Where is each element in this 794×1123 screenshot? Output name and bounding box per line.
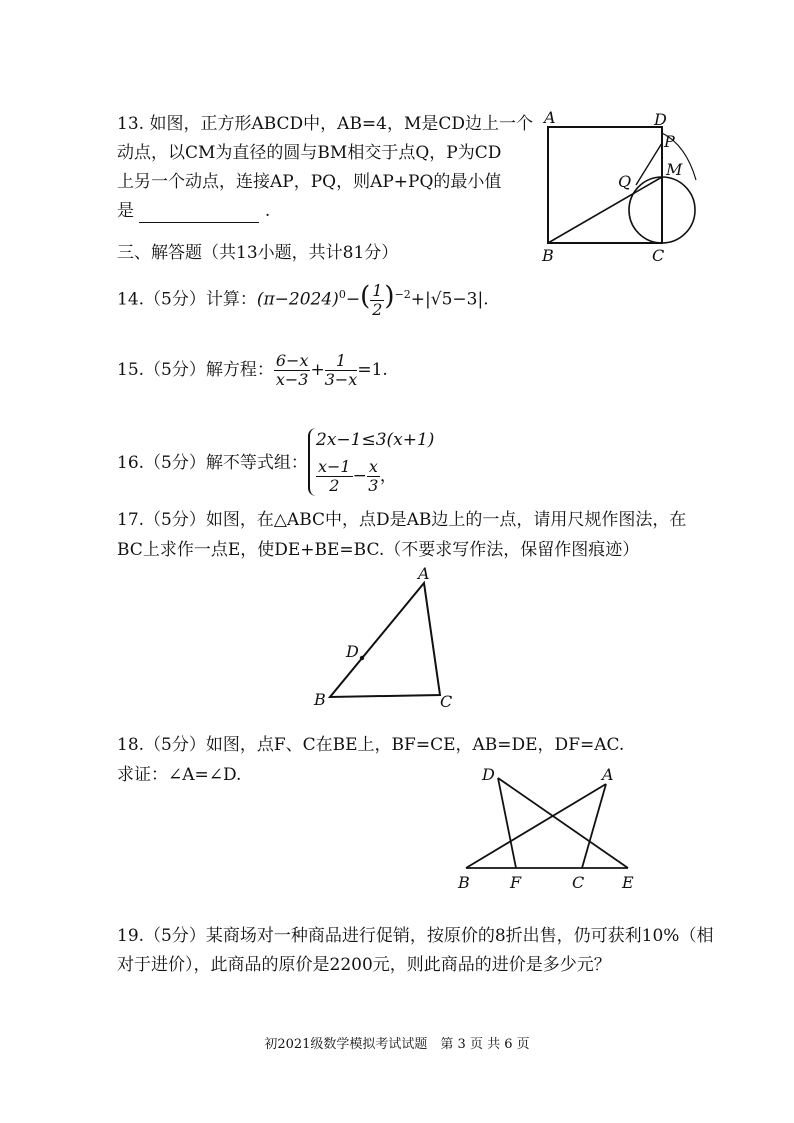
q14-rparen: ): [384, 281, 395, 312]
q15-frac2: [325, 352, 358, 389]
q15-rhs: =1.: [357, 360, 388, 380]
q16-frac-b: [367, 458, 380, 495]
q13-answer-prefix: 是: [117, 201, 134, 221]
q16-a-num: x−1: [318, 457, 351, 476]
label-c: C: [572, 873, 585, 892]
q15-frac1: [274, 352, 311, 389]
q16-comma: ，: [379, 466, 397, 486]
q14-exp-neg2: −2: [394, 288, 411, 301]
q18-triangles-diagram: [452, 762, 652, 892]
q15: [117, 349, 388, 391]
label-b: B: [458, 873, 470, 892]
q13-answer-blank[interactable]: [139, 206, 259, 223]
triangle-abc: [330, 583, 440, 697]
label-q: Q: [618, 172, 632, 191]
q14-half: [370, 282, 384, 319]
q16-b-num: x: [368, 457, 378, 476]
section-3-heading: 三、解答题（共13小题，共计81分）: [117, 243, 399, 263]
q16-a-den: 2: [329, 476, 340, 495]
q15-prefix: 15.（5分）解方程：: [117, 360, 274, 380]
q16-prefix: 16.（5分）解不等式组：: [117, 453, 308, 473]
q13-line1: 13. 如图，正方形ABCD中，AB=4，M是CD边上一个: [117, 114, 534, 134]
page-footer: 初2021级数学模拟考试试题 第 3 页 共 6 页: [264, 1037, 530, 1052]
label-a: A: [544, 108, 556, 127]
label-d: D: [482, 765, 495, 784]
q16-op: −: [352, 466, 367, 486]
segment-df: [498, 778, 516, 868]
q16-ineq1: 2x−1≤3(x+1): [316, 430, 435, 450]
label-p: P: [664, 132, 675, 151]
square-abcd: [548, 127, 662, 243]
label-c: C: [652, 246, 665, 265]
q14-prefix: 14.（5分）计算：: [117, 289, 257, 310]
q13-answer-suffix: .: [264, 201, 271, 221]
q14-lparen: (: [360, 281, 371, 312]
q13-line4: [117, 199, 270, 223]
q18-line1: 18.（5分）如图，点F、C在BE上，BF=CE，AB=DE，DF=AC.: [117, 735, 625, 755]
q14-minus: −: [345, 289, 361, 310]
q14: [117, 280, 489, 319]
q15-f2-den: 3−x: [324, 370, 358, 389]
q13-line2: 动点，以CM为直径的圆与BM相交于点Q，P为CD: [117, 143, 502, 163]
q16-ineq2: [316, 456, 397, 496]
label-c: C: [440, 692, 453, 711]
q18-line2: 求证：∠A=∠D.: [117, 765, 242, 785]
q13-line3: 上另一个动点，连接AP，PQ，则AP+PQ的最小值: [117, 172, 502, 192]
label-d: D: [346, 642, 359, 661]
segment-bm: [548, 177, 662, 243]
q15-f1-den: x−3: [275, 370, 309, 389]
q17-line1: 17.（5分）如图，在△ABC中，点D是AB边上的一点，请用尺规作图法，在: [117, 510, 687, 530]
q17-line2: BC上求作一点E，使DE+BE=BC.（不要求写作法，保留作图痕迹）: [117, 540, 640, 560]
label-b: B: [542, 246, 554, 265]
q14-abs-expr: +|√5−3|.: [410, 289, 489, 310]
q15-f2-num: 1: [325, 352, 358, 371]
q14-exp0: 0: [338, 288, 346, 301]
segment-de: [498, 778, 628, 868]
q14-half-den: 2: [372, 299, 383, 319]
point-d: [360, 656, 364, 660]
q15-f1-num: 6−x: [275, 351, 309, 370]
q16-b-den: 3: [368, 476, 379, 495]
label-a: A: [602, 765, 614, 784]
q14-half-num: 1: [372, 280, 383, 300]
q14-expr-part1: (π−2024): [256, 289, 339, 310]
q13-square-diagram: [536, 105, 706, 265]
label-f: F: [510, 873, 522, 892]
label-a: A: [418, 565, 430, 583]
q15-plus: +: [310, 360, 325, 380]
label-e: E: [622, 873, 634, 892]
label-m: M: [666, 160, 683, 179]
q16-frac-a: [316, 458, 353, 495]
q17-triangle-diagram: [310, 565, 470, 715]
label-d: D: [654, 110, 667, 129]
q19-line1: 19.（5分）某商场对一种商品进行促销，按原价的8折出售，仍可获利10%（相: [117, 926, 714, 946]
q19-line2: 对于进价），此商品的原价是2200元，则此商品的进价是多少元？: [117, 955, 611, 975]
label-b: B: [314, 690, 326, 709]
